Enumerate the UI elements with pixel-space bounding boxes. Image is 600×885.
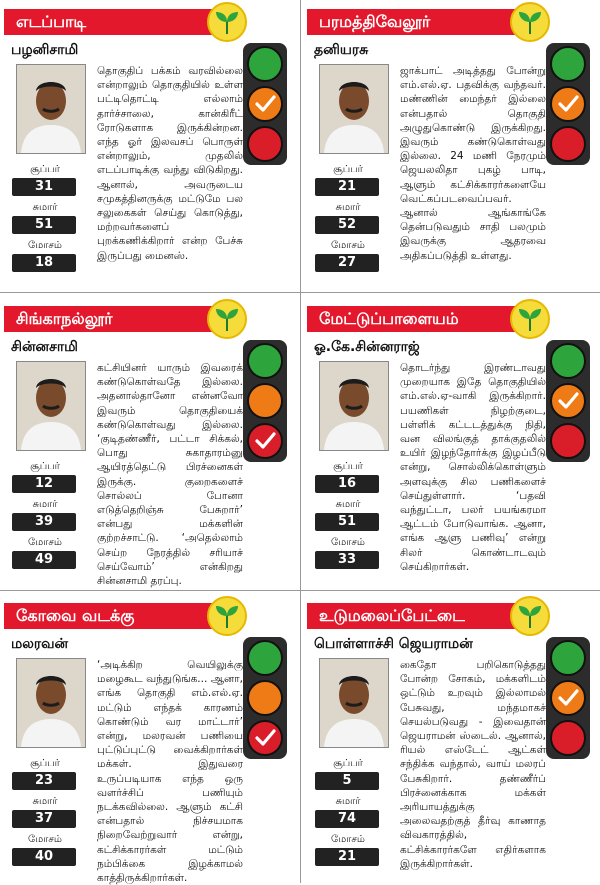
traffic-light <box>243 43 287 165</box>
super-value: 16 <box>315 475 379 493</box>
red-light <box>550 720 586 756</box>
two-leaves-icon <box>510 299 550 339</box>
bad-value: 49 <box>12 551 76 569</box>
red-light <box>247 720 283 756</box>
candidate-story: கட்சியினர் யாரும் இவரைக் கண்டுகொள்வதே இல்லை. அதனால்தானோ என்னவோ இவரும் தொகுதியைக் கண்டுகொள்வது இல்லை. ‘குடிதண்ணீர், பட்டா சிக்கல், பொது சுகாதாரம்னு ஆயிரத்தெட்டு பிரச்னைகள் இருக்கு. குறைகளைச் சொல்லப் போனா எடுத்தெறிஞ்சு பேசுறார்’ என்பது மக்களின் குற்றச்சாட்டு. ‘அதெல்லாம் செய்ற நேரத்தில் சரியாச் செய்வோம்’ என்கிறது சின்னசாமி தரப்பு. <box>97 362 243 588</box>
two-leaves-icon <box>207 2 247 42</box>
traffic-light <box>546 43 590 165</box>
bad-label: மோசம் <box>28 834 62 845</box>
bad-label: மோசம் <box>331 834 365 845</box>
super-label: சூப்பர் <box>30 461 60 472</box>
green-light <box>247 343 283 379</box>
red-light <box>247 423 283 459</box>
candidate-story: தொகுதிப் பக்கம் வரவில்லை என்றாலும் தொகுதியில் உள்ள பட்டிதொட்டி எல்லாம் தார்ச்சாலை, கான்கிரீட் ரோடுகளாக இருக்கின்றன. எந்த ஓர் இலவசப் பொருள் என்றாலும், முதலில் எடப்பாடிக்கு வந்து விடுகிறது. ஆனால், அவருடைய சமுகத்தினருக்கு மட்டுமே பல சலுகைகள் செய்து கொடுத்து, மற்றவர்களைப் புறக்கணிக்கிறார் என்ற பேச்சு இருப்பது மைனஸ். <box>97 65 243 262</box>
orange-light <box>247 86 283 122</box>
average-value: 39 <box>12 513 76 531</box>
super-value: 21 <box>315 178 379 196</box>
red-light <box>550 126 586 162</box>
traffic-light <box>546 637 590 759</box>
bad-value: 18 <box>12 254 76 272</box>
bad-label: மோசம் <box>28 240 62 251</box>
bad-label: மோசம் <box>331 240 365 251</box>
candidate-photo <box>16 64 86 154</box>
candidate-story: கைதோ பறிகொடுத்தது போன்ற சோகம், மக்களிடம் ஒட்டும் உறவும் இல்லாமல் பேசுவது, மந்தமாகச் செயல்படுவது - இவைதான் ஜெயராமன் ஸ்டைல். ஆனால், ரியல் எஸ்டேட் ஆட்கள் சந்திக்க வந்தால், வாய் மலரப் பேசுகிறார். தண்ணீர்ப் பிரச்னைக்காக மக்கள் அரியாயத்துக்கு அலைவதற்குத் தீர்வு காணாத விவகாரத்தில், கட்சிக்காரர்களே எதிர்களாக இருக்கிறார்கள். <box>400 659 546 870</box>
constituency-banner: சிங்காநல்லூர் <box>4 306 240 332</box>
two-leaves-icon <box>510 596 550 636</box>
super-value: 23 <box>12 772 76 790</box>
rating-stats <box>315 162 381 276</box>
candidate-card <box>307 2 597 284</box>
green-light <box>247 640 283 676</box>
bad-value: 33 <box>315 551 379 569</box>
candidate-card <box>4 299 294 588</box>
green-light <box>247 46 283 82</box>
traffic-light <box>243 637 287 759</box>
candidate-photo <box>319 64 389 154</box>
rating-stats <box>315 459 381 573</box>
candidate-story: ‘அடிக்கிற வெயிலுக்கு மழைகூட வந்துடுங்க... ஆனா, எங்க தொகுதி எம்.எல்.ஏ. மட்டும் எந்தக் காரணம் கொண்டும் வர மாட்டார்’ என்று, மலரவன் பணியை புட்டுப்புட்டு வைக்கிறார்கள் மக்கள். இதுவரை உருப்படியாக எந்த ஒரு வளர்ச்சிப் பணியும் நடக்கவில்லை. ஆளும் கட்சி என்பதால் நிச்சயமாக நிறைவேற்றுவார் என்று, கட்சிக்காரர்கள் மட்டும் நம்பிக்கை இழக்காமல் காத்திருக்கிறார்கள். <box>97 659 243 885</box>
average-value: 52 <box>315 216 379 234</box>
candidate-card <box>4 596 294 885</box>
bad-label: மோசம் <box>331 537 365 548</box>
traffic-light <box>243 340 287 462</box>
orange-light <box>550 86 586 122</box>
red-light <box>247 126 283 162</box>
bad-value: 40 <box>12 848 76 866</box>
green-light <box>550 343 586 379</box>
super-label: சூப்பர் <box>333 461 363 472</box>
bad-label: மோசம் <box>28 537 62 548</box>
candidate-photo <box>16 361 86 451</box>
super-label: சூப்பர் <box>30 758 60 769</box>
average-label: சுமார் <box>335 499 361 510</box>
column-divider <box>300 0 301 883</box>
rating-stats <box>12 162 78 276</box>
candidate-photo <box>319 361 389 451</box>
bad-value: 21 <box>315 848 379 866</box>
average-label: சுமார் <box>335 796 361 807</box>
constituency-banner: பரமத்திவேலூர் <box>307 9 543 35</box>
super-value: 31 <box>12 178 76 196</box>
green-light <box>550 46 586 82</box>
candidate-story: ஜாக்பாட் அடித்தது போன்று எம்.எல்.ஏ. பதவிக்கு வந்தவர். மண்ணின் மைந்தர் இல்லை என்பதால் தொகுதி அழுதுகொண்டு இருக்கிறது. இவரும் கண்டுகொள்வது இல்லை. 24 மணி நேரமும் ஜெயலலிதா புகழ் பாடி, ஆளும் கட்சிக்காரர்களையே வெட்கப்படவைப்பவர். ஆனால் ஆங்காங்கே தென்படுவதும் சாதி பலமும் இவருக்கு ஆதரவை அதிகப்படுத்தி உள்ளது. <box>400 65 546 262</box>
rating-stats <box>12 459 78 573</box>
candidate-photo <box>16 658 86 748</box>
super-label: சூப்பர் <box>333 164 363 175</box>
red-light <box>550 423 586 459</box>
candidate-name: ஓ.கே.சின்னராஜ் <box>314 339 420 355</box>
average-value: 51 <box>12 216 76 234</box>
average-label: சுமார் <box>32 499 58 510</box>
average-label: சுமார் <box>32 202 58 213</box>
candidate-name: பழனிசாமி <box>11 42 79 58</box>
constituency-banner: உடுமலைப்பேட்டை <box>307 603 543 629</box>
rating-stats <box>12 756 78 870</box>
row-divider <box>0 292 600 293</box>
candidate-story: தொடர்ந்து இரண்டாவது முறையாக இதே தொகுதியில் எம்.எல்.ஏ-வாகி இருக்கிறார். பயணிகள் நிழற்குடை, பள்ளிக் கட்டடத்துக்கு நிதி, வன விலங்குத் தாக்குதலில் உயிர் இழந்தோர்க்கு இழப்பீடு என்று, சொல்லிக்கொள்ளும் அளவுக்கு சில பணிகளைச் செய்துள்ளார். ‘பதவி வந்துட்டா, பலர் பயங்கரமா ஆட்டம் போடுவாங்க. ஆனா, எங்க ஆளு பணிவு’ என்று சிலர் கொண்டாடவும் செய்கிறார்கள். <box>400 362 546 573</box>
orange-light <box>550 383 586 419</box>
two-leaves-icon <box>207 596 247 636</box>
average-label: சுமார் <box>335 202 361 213</box>
average-label: சுமார் <box>32 796 58 807</box>
candidate-card <box>307 299 597 581</box>
average-value: 37 <box>12 810 76 828</box>
candidate-name: மலரவன் <box>11 636 69 652</box>
candidate-card <box>307 596 597 878</box>
super-value: 12 <box>12 475 76 493</box>
super-value: 5 <box>315 772 379 790</box>
green-light <box>550 640 586 676</box>
super-label: சூப்பர் <box>333 758 363 769</box>
orange-light <box>247 383 283 419</box>
average-value: 51 <box>315 513 379 531</box>
traffic-light <box>546 340 590 462</box>
candidate-photo <box>319 658 389 748</box>
rating-stats <box>315 756 381 870</box>
row-divider <box>0 590 600 591</box>
candidate-name: தனியரசு <box>314 42 369 58</box>
candidate-card <box>4 2 294 284</box>
super-label: சூப்பர் <box>30 164 60 175</box>
candidate-name: சின்னசாமி <box>11 339 78 355</box>
orange-light <box>550 680 586 716</box>
average-value: 74 <box>315 810 379 828</box>
constituency-banner: கோவை வடக்கு <box>4 603 240 629</box>
constituency-banner: எடப்பாடி <box>4 9 240 35</box>
candidate-name: பொள்ளாச்சி ஜெயராமன் <box>314 636 473 652</box>
bad-value: 27 <box>315 254 379 272</box>
orange-light <box>247 680 283 716</box>
two-leaves-icon <box>207 299 247 339</box>
constituency-banner: மேட்டுப்பாளையம் <box>307 306 543 332</box>
two-leaves-icon <box>510 2 550 42</box>
